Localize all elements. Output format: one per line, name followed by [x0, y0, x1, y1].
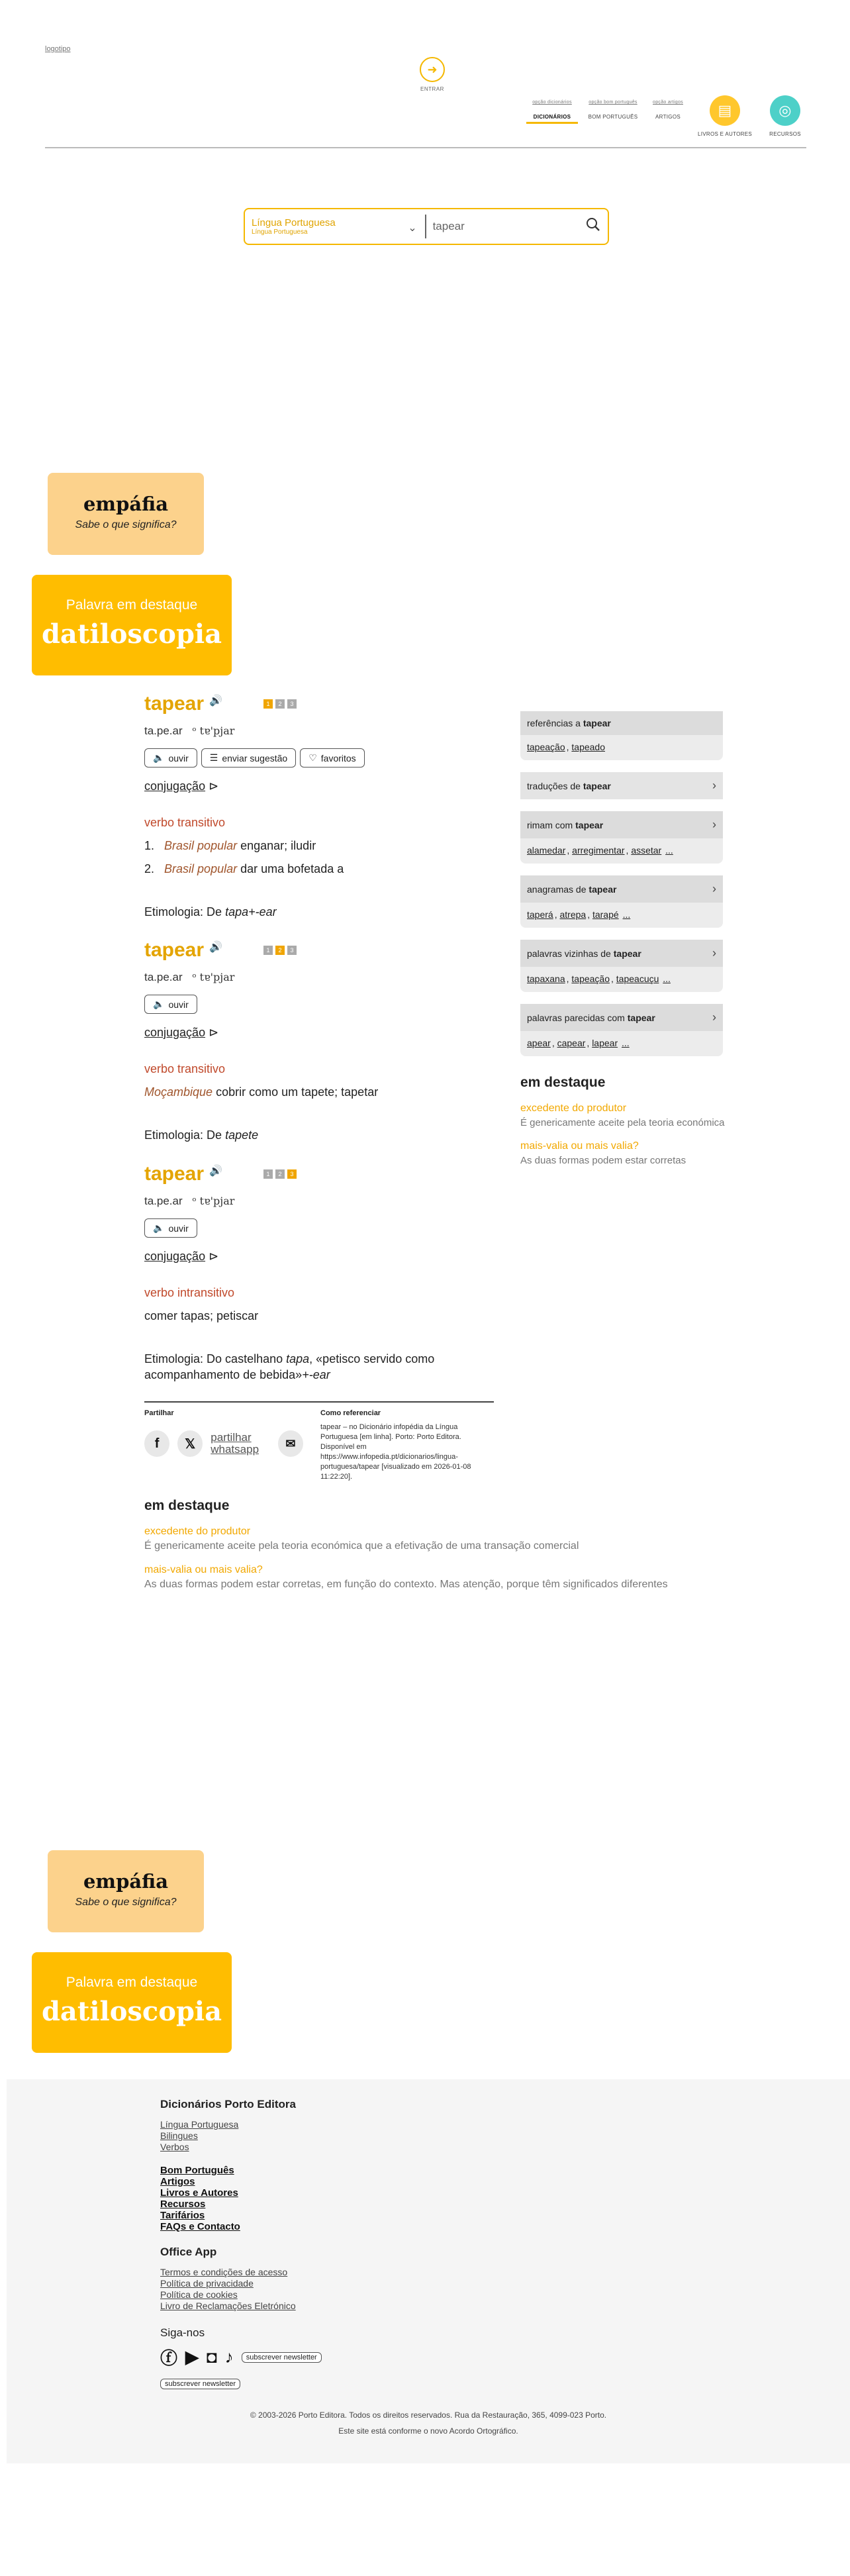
ipa-text: tɐ'pjar	[199, 724, 235, 737]
sidebar-box-word: tapear	[613, 948, 641, 959]
register-label: Moçambique	[144, 1085, 213, 1099]
facebook-icon[interactable]: f	[144, 1430, 169, 1457]
sidebar-featured-item-desc: As duas formas podem estar corretas	[520, 1155, 686, 1166]
entry-2	[144, 939, 495, 1143]
listen-button[interactable]	[144, 995, 197, 1014]
footer-main-link[interactable]: FAQs e Contacto	[160, 2221, 240, 2232]
sense	[144, 839, 495, 853]
sidebar-box-neighbors: palavras vizinhas de tapear › tapaxana , tapeação , tapeacuçu ...	[520, 940, 723, 992]
register-label: Brasil popular	[164, 862, 238, 875]
sidebar-box-word: tapear	[627, 1012, 655, 1023]
cite-section	[320, 1409, 496, 1482]
sidebar-box-references: referências a tapear tapeação , tapeado	[520, 711, 723, 760]
sidebar	[520, 711, 723, 1166]
sidebar-box-similar: palavras parecidas com tapear › apear , capear , lapear ...	[520, 1004, 723, 1056]
login-icon: ➜	[420, 57, 445, 82]
etymology	[144, 1127, 495, 1143]
sidebar-link[interactable]: assetar	[631, 845, 662, 856]
footer-dict-title: Dicionários Porto Editora	[160, 2098, 296, 2110]
dictionary-select[interactable]	[245, 209, 425, 244]
sidebar-box-word: tapear	[575, 819, 604, 830]
books-icon: ▤	[710, 95, 740, 126]
footer-main-link[interactable]: Artigos	[160, 2176, 195, 2187]
part-of-speech: verbo intransitivo	[144, 1286, 235, 1299]
featured-title: em destaque	[144, 1498, 230, 1513]
speaker-icon: 🔈	[153, 752, 165, 763]
featured-item-desc: É genericamente aceite pela teoria económica que a efetivação de uma transação comercial	[144, 1540, 579, 1552]
sense	[144, 1085, 495, 1099]
headword: tapear	[144, 693, 205, 715]
nav-dicionarios-image: opção dicionários	[532, 100, 572, 105]
nav-dicionarios-label: DICIONÁRIOS	[526, 114, 578, 124]
sidebar-more-link[interactable]: ...	[663, 973, 671, 984]
entry-number[interactable]: 2	[275, 946, 285, 955]
etymology	[144, 904, 495, 920]
footer-link[interactable]: Língua Portuguesa	[160, 2119, 239, 2130]
listen-label: ouvir	[168, 752, 189, 764]
footer-link[interactable]: Bilingues	[160, 2130, 198, 2141]
entry-selector	[263, 1169, 297, 1179]
entry-selector	[263, 699, 297, 709]
tiktok-icon[interactable]: ♪	[224, 2347, 234, 2367]
sidebar-link[interactable]: capear	[557, 1038, 586, 1048]
follow-label: Siga-nos	[160, 2326, 205, 2339]
sidebar-box-prefix: referências a	[527, 718, 583, 728]
sidebar-link[interactable]: atrepa	[559, 909, 587, 920]
share-divider	[144, 1401, 494, 1403]
conjugation-link[interactable]	[144, 1026, 495, 1040]
conjugation-label: conjugação	[144, 1250, 206, 1263]
sidebar-box-header[interactable]	[520, 1004, 723, 1031]
suggest-button[interactable]	[201, 748, 296, 768]
copyright: © 2003-2026 Porto Editora. Todos os direitos reservados. Rua da Restauração, 365, 4099-023 Porto.	[250, 2410, 607, 2420]
nav-bom-portugues[interactable]	[587, 99, 639, 120]
newsletter-button[interactable]: subscrever newsletter	[160, 2379, 240, 2389]
conjugation-link[interactable]	[144, 779, 495, 793]
sense-definition: dar uma bofetada a	[240, 862, 344, 875]
syllables: ta.pe.ar	[144, 724, 183, 737]
ipa: ᵒ tɐ'pjar	[192, 724, 235, 737]
nav-livros-autores-label: LIVROS E AUTORES	[697, 131, 752, 137]
play-icon: ⊳	[209, 1250, 219, 1263]
search-input[interactable]	[426, 220, 579, 233]
share-title: Partilhar	[144, 1409, 174, 1417]
sidebar-featured-item-title[interactable]: mais-valia ou mais valia?	[520, 1140, 639, 1152]
nav-bom-portugues-image: opção bom português	[589, 100, 638, 105]
logo[interactable]: logotipo	[45, 45, 71, 53]
footer-main-link[interactable]: Livros e Autores	[160, 2187, 238, 2199]
share-section	[144, 1409, 303, 1457]
nav-recursos-label: RECURSOS	[769, 131, 801, 137]
search-icon	[586, 217, 600, 232]
sidebar-box-prefix: rimam com	[527, 819, 576, 830]
entry-number[interactable]: 1	[263, 1169, 273, 1179]
sidebar-box-rhymes: rimam com tapear › alamedar , arregimentar , assetar ...	[520, 811, 723, 864]
sidebar-box-header[interactable]	[520, 811, 723, 838]
part-of-speech: verbo transitivo	[144, 1062, 226, 1075]
etymology	[144, 1351, 495, 1383]
dictionary-select-sub: Língua Portuguesa	[252, 228, 308, 236]
resources-icon: ◎	[770, 95, 800, 126]
footer-link[interactable]: Verbos	[160, 2142, 189, 2152]
featured-word: datiloscopia	[41, 619, 222, 650]
footer	[7, 2079, 850, 2463]
word-of-day-card[interactable]	[48, 473, 204, 555]
entry-number[interactable]: 3	[287, 1169, 297, 1179]
sidebar-link[interactable]: tapaxana	[527, 973, 565, 984]
sidebar-link[interactable]: tapeacuçu	[616, 973, 659, 984]
sidebar-featured-item-desc: É genericamente aceite pela teoria económica	[520, 1117, 725, 1128]
search-bar	[244, 208, 609, 245]
sidebar-link[interactable]: tarapé	[592, 909, 619, 920]
chevron-right-icon: ›	[712, 946, 716, 960]
conjugation-label: conjugação	[144, 779, 206, 793]
pronunciation	[144, 1195, 495, 1208]
sidebar-link[interactable]: taperá	[527, 909, 553, 920]
listen-label: ouvir	[168, 1222, 189, 1234]
footer-office-title[interactable]: Office App	[160, 2246, 217, 2258]
sidebar-box-header	[520, 711, 723, 735]
sidebar-featured	[520, 1075, 723, 1166]
entry-number[interactable]: 2	[275, 699, 285, 709]
sidebar-box-word: tapear	[583, 780, 611, 791]
email-icon[interactable]: ✉	[278, 1430, 303, 1457]
favorites-button[interactable]	[300, 748, 364, 768]
speaker-icon: 🔈	[153, 1222, 165, 1233]
featured-section	[144, 1498, 668, 1591]
list-icon: ☰	[209, 752, 218, 763]
entry-number[interactable]: 1	[263, 699, 273, 709]
nav-livros-autores[interactable]	[697, 95, 753, 137]
entry-number[interactable]: 3	[287, 946, 297, 955]
headword: tapear	[144, 939, 205, 961]
chevron-right-icon: ›	[712, 818, 716, 831]
featured-item-title[interactable]: excedente do produtor	[144, 1526, 251, 1537]
footer-legal-link[interactable]: Livro de Reclamações Eletrónico	[160, 2301, 296, 2311]
nav-artigos[interactable]	[648, 99, 688, 120]
featured-word-title: Palavra em destaque	[66, 597, 198, 613]
login-label: ENTRAR	[420, 86, 444, 92]
sidebar-box-prefix: palavras parecidas com	[527, 1012, 628, 1023]
sidebar-link[interactable]: arregimentar	[572, 845, 625, 856]
featured-item-title[interactable]: mais-valia ou mais valia?	[144, 1564, 263, 1575]
speaker-icon: 🔈	[153, 999, 165, 1009]
sidebar-box-translations[interactable]	[520, 772, 723, 799]
favorites-label: favoritos	[320, 752, 356, 764]
orthographic-agreement: Este site está conforme o novo Acordo Ortográfico.	[338, 2426, 518, 2436]
entry-selector	[263, 946, 297, 955]
sense-number: 1.	[144, 839, 155, 852]
conjugation-link[interactable]	[144, 1250, 495, 1263]
sidebar-box-header[interactable]	[520, 940, 723, 967]
sense	[144, 862, 495, 876]
play-icon: ⊳	[209, 779, 219, 793]
part-of-speech: verbo transitivo	[144, 816, 226, 829]
play-icon: ⊳	[209, 1026, 219, 1039]
word-of-day-word: empáfia	[83, 1870, 169, 1893]
sidebar-box-header	[520, 772, 723, 799]
heart-icon: ♡	[308, 752, 317, 763]
listen-button[interactable]	[144, 1218, 197, 1238]
sense-number: 2.	[144, 862, 155, 875]
chevron-right-icon: ›	[712, 1011, 716, 1024]
ipa-text: tɐ'pjar	[199, 1195, 235, 1207]
nav-artigos-label: ARTIGOS	[655, 114, 681, 120]
featured-item-desc: As duas formas podem estar corretas, em função do contexto. Mas atenção, porque têm significados diferentes	[144, 1579, 668, 1590]
word-of-day-subtitle: Sabe o que significa?	[75, 1897, 177, 1908]
sidebar-link[interactable]: apear	[527, 1038, 551, 1048]
etymology-term: tapete	[225, 1128, 259, 1142]
etymology-term: tapa	[286, 1352, 310, 1365]
sense	[144, 1309, 495, 1323]
header-divider	[45, 147, 806, 148]
sense-definition: cobrir como um tapete; tapetar	[216, 1085, 379, 1099]
chevron-right-icon: ›	[712, 882, 716, 895]
sense-definition: comer tapas; petiscar	[144, 1309, 259, 1322]
main-nav	[526, 99, 808, 137]
speaker-icon[interactable]: 🔊	[209, 942, 222, 953]
entry-number[interactable]: 3	[287, 699, 297, 709]
ipa: ᵒ tɐ'pjar	[192, 1195, 235, 1207]
footer-legal-link[interactable]: Termos e condições de acesso	[160, 2267, 288, 2277]
speaker-icon[interactable]: 🔊	[209, 1165, 222, 1177]
sidebar-link[interactable]: tapeado	[571, 742, 605, 752]
nav-dicionarios[interactable]	[526, 99, 578, 124]
x-twitter-icon[interactable]: 𝕏	[177, 1430, 203, 1457]
dictionary-select-value: Língua Portuguesa	[252, 217, 336, 228]
cite-text: tapear – no Dicionário infopédia da Língua Portuguesa [em linha]. Porto: Porto Editora. Disponível em https://www.infopedia.pt/dicionarios/lingua-portuguesa/tapear [visualizado em 2026-01-08 11:22:20].	[320, 1423, 471, 1481]
conjugation-label: conjugação	[144, 1026, 206, 1039]
sidebar-box-prefix: traduções de	[527, 780, 583, 791]
featured-word: datiloscopia	[41, 1996, 222, 2027]
featured-word-card[interactable]	[32, 1952, 232, 2053]
featured-word-card[interactable]	[32, 575, 232, 675]
sidebar-link[interactable]: tapeação	[527, 742, 565, 752]
sidebar-featured-title: em destaque	[520, 1075, 606, 1090]
footer-legal-link[interactable]: Política de privacidade	[160, 2278, 254, 2289]
sidebar-box-word: tapear	[589, 883, 617, 895]
sidebar-box-header[interactable]	[520, 875, 723, 903]
nav-recursos[interactable]	[762, 95, 808, 137]
syllables: ta.pe.ar	[144, 1195, 183, 1207]
pronunciation	[144, 724, 495, 738]
sidebar-box-word: tapear	[583, 718, 611, 728]
featured-word-title: Palavra em destaque	[66, 1975, 198, 1990]
search-button[interactable]	[579, 217, 608, 236]
sidebar-more-link[interactable]: ...	[622, 909, 631, 920]
suggest-label: enviar sugestão	[222, 752, 288, 764]
etymology-suffix: +-ear	[302, 1368, 330, 1381]
chevron-right-icon: ›	[712, 779, 716, 792]
sidebar-box-prefix: palavras vizinhas de	[527, 948, 614, 959]
cite-title: Como referenciar	[320, 1409, 381, 1417]
ipa: ᵒ tɐ'pjar	[192, 971, 235, 983]
sidebar-box-prefix: anagramas de	[527, 883, 589, 895]
etymology-term: tapa+-ear	[225, 905, 277, 918]
newsletter-button[interactable]: subscrever newsletter	[242, 2352, 322, 2363]
whatsapp-share-link[interactable]: partilhar whatsapp	[211, 1431, 260, 1456]
entry-3	[144, 1163, 495, 1383]
sidebar-more-link[interactable]: ...	[622, 1038, 630, 1048]
footer-main-link[interactable]: Bom Português	[160, 2165, 234, 2176]
etymology-prefix: Etimologia: De	[144, 1128, 226, 1142]
etymology-prefix: Etimologia: De	[144, 905, 226, 918]
login-button[interactable]	[404, 57, 460, 92]
speaker-icon[interactable]: 🔊	[209, 695, 222, 707]
sidebar-link[interactable]: lapear	[592, 1038, 618, 1048]
sidebar-link[interactable]: tapeação	[571, 973, 610, 984]
etymology-rest: , «petisco servido como acompanhamento de bebida»	[144, 1352, 435, 1381]
sense-definition: enganar; iludir	[240, 839, 316, 852]
entry-number[interactable]: 2	[275, 1169, 285, 1179]
entry-1	[144, 693, 495, 920]
footer-legal-link[interactable]: Política de cookies	[160, 2289, 238, 2300]
entry-number[interactable]: 1	[263, 946, 273, 955]
headword: tapear	[144, 1163, 205, 1185]
ipa-text: tɐ'pjar	[199, 971, 235, 983]
footer-links	[160, 2098, 425, 2389]
sidebar-box-anagrams: anagramas de tapear › taperá , atrepa , tarapé ...	[520, 875, 723, 928]
listen-button[interactable]	[144, 748, 197, 768]
sidebar-featured-item-title[interactable]: excedente do produtor	[520, 1103, 627, 1114]
facebook-icon[interactable]: ⓕ	[160, 2348, 178, 2368]
word-of-day-card[interactable]	[48, 1850, 204, 1932]
nav-artigos-image: opção artigos	[653, 100, 683, 105]
syllables: ta.pe.ar	[144, 971, 183, 983]
chevron-down-icon: ⌄	[408, 223, 417, 234]
listen-label: ouvir	[168, 999, 189, 1010]
instagram-icon[interactable]: ◘	[207, 2347, 217, 2367]
footer-main-link[interactable]: Recursos	[160, 2199, 206, 2210]
footer-main-link[interactable]: Tarifários	[160, 2210, 205, 2221]
word-of-day-subtitle: Sabe o que significa?	[75, 519, 177, 530]
pronunciation	[144, 971, 495, 984]
sidebar-more-link[interactable]: ...	[665, 845, 673, 856]
register-label: Brasil popular	[164, 839, 238, 852]
word-of-day-word: empáfia	[83, 493, 169, 515]
nav-bom-portugues-label: BOM PORTUGUÊS	[588, 114, 638, 120]
sidebar-link[interactable]: alamedar	[527, 845, 566, 856]
youtube-icon[interactable]: ▶	[185, 2347, 199, 2367]
etymology-prefix: Etimologia: Do castelhano	[144, 1352, 287, 1365]
